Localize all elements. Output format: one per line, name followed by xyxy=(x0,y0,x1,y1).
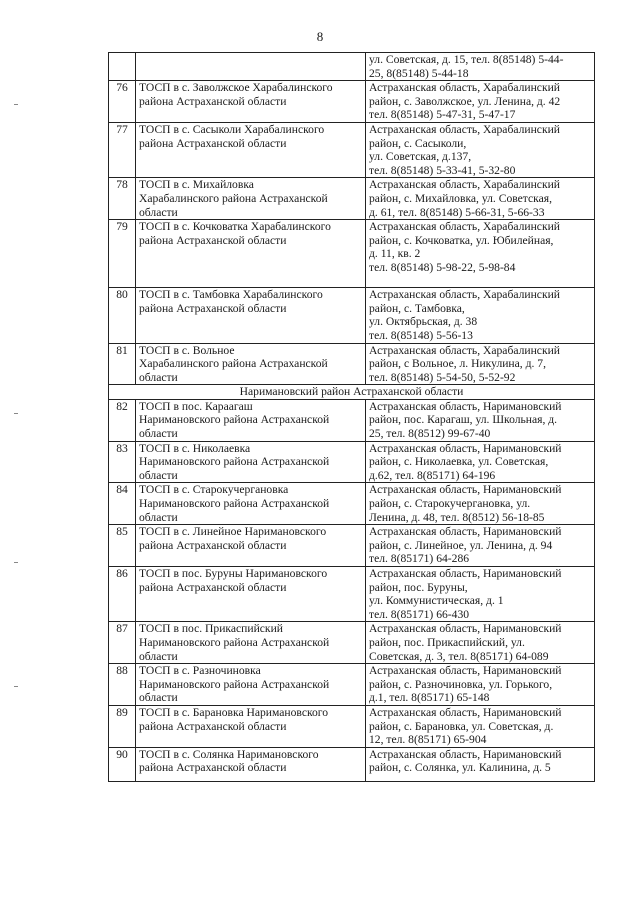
name-line: ТОСП в с. Вольное xyxy=(139,343,235,357)
address-line: ул. Советская, д.137, xyxy=(369,150,472,164)
table-row xyxy=(109,122,595,177)
address-line: Ленина, д. 48, тел. 8(8512) 56-18-85 xyxy=(369,510,545,524)
address-line: тел. 8(85148) 5-56-13 xyxy=(369,328,473,342)
row-number: 77 xyxy=(109,122,136,177)
office-name xyxy=(136,220,366,288)
name-line: ТОСП в пос. Прикаспийский xyxy=(139,622,283,636)
address-line: район, с. Барановка, ул. Советская, д. xyxy=(369,719,554,733)
address-line: д.62, тел. 8(85171) 64-196 xyxy=(369,468,496,482)
row-number xyxy=(109,53,136,81)
name-line: района Астраханской области xyxy=(139,580,287,594)
address-line: 25, тел. 8(8512) 99-67-40 xyxy=(369,427,491,441)
address-line: Астраханская область, Харабалинский xyxy=(369,220,560,234)
address-line: д. 61, тел. 8(85148) 5-66-31, 5-66-33 xyxy=(369,205,545,219)
table-row xyxy=(109,399,595,441)
address-line: 12, тел. 8(85171) 65-904 xyxy=(369,733,487,747)
address-line: Астраханская область, Наримановский xyxy=(369,705,562,719)
row-number: 82 xyxy=(109,399,136,441)
row-number: 87 xyxy=(109,622,136,664)
row-number: 88 xyxy=(109,664,136,706)
name-line: Наримановского района Астраханской xyxy=(139,497,330,511)
address-line: д.1, тел. 8(85171) 65-148 xyxy=(369,691,490,705)
table-row xyxy=(109,220,595,288)
address-line: Астраханская область, Наримановский xyxy=(369,747,562,761)
office-name xyxy=(136,399,366,441)
address-line: Астраханская область, Наримановский xyxy=(369,483,562,497)
office-name xyxy=(136,53,366,81)
address-line: Астраханская область, Харабалинский xyxy=(369,343,560,357)
scan-edge-mark xyxy=(14,686,18,687)
section-header-row xyxy=(109,385,595,400)
office-address xyxy=(366,441,595,483)
scan-edge-mark xyxy=(14,104,18,105)
address-line: Астраханская область, Харабалинский xyxy=(369,288,560,302)
office-name xyxy=(136,622,366,664)
office-name xyxy=(136,288,366,343)
name-line: области xyxy=(139,510,178,524)
name-line: области xyxy=(139,370,178,384)
name-line: ТОСП в пос. Караагаш xyxy=(139,399,253,413)
office-name xyxy=(136,747,366,781)
name-line: ТОСП в с. Старокучергановка xyxy=(139,483,289,497)
name-line: ТОСП в с. Солянка Наримановского xyxy=(139,747,319,761)
address-line: район, с. Кочковатка, ул. Юбилейная, xyxy=(369,233,554,247)
table-row xyxy=(109,483,595,525)
address-line: район, с. Старокучергановка, ул. xyxy=(369,497,531,511)
address-line: район, с Вольное, л. Никулина, д. 7, xyxy=(369,357,546,371)
office-address xyxy=(366,567,595,622)
continuation-row xyxy=(109,53,595,81)
name-line: ТОСП в с. Николаевка xyxy=(139,441,251,455)
address-line: Советская, д. 3, тел. 8(85171) 64-089 xyxy=(369,649,549,663)
office-name xyxy=(136,664,366,706)
name-line: ТОСП в с. Сасыколи Харабалинского xyxy=(139,122,325,136)
address-line: д. 11, кв. 2 xyxy=(369,247,421,261)
table-row xyxy=(109,664,595,706)
name-line: Харабалинского района Астраханской xyxy=(139,191,328,205)
office-address xyxy=(366,747,595,781)
row-number: 79 xyxy=(109,220,136,288)
office-name xyxy=(136,441,366,483)
address-line: тел. 8(85148) 5-33-41, 5-32-80 xyxy=(369,163,516,177)
name-line: области xyxy=(139,468,178,482)
address-line: район, с. Тамбовка, xyxy=(369,301,465,315)
name-line: района Астраханской области xyxy=(139,136,287,150)
office-address xyxy=(366,399,595,441)
address-line: район, с. Разночиновка, ул. Горького, xyxy=(369,677,553,691)
name-line: ТОСП в с. Тамбовка Харабалинского xyxy=(139,288,323,302)
row-number: 81 xyxy=(109,343,136,385)
office-address xyxy=(366,178,595,220)
office-name xyxy=(136,343,366,385)
name-line: Харабалинского района Астраханской xyxy=(139,357,328,371)
address-line: район, с. Михайловка, ул. Советская, xyxy=(369,191,552,205)
address-line: тел. 8(85148) 5-54-50, 5-52-92 xyxy=(369,370,516,384)
name-line: ТОСП в с. Кочковатка Харабалинского xyxy=(139,220,331,234)
office-name xyxy=(136,122,366,177)
name-line: ТОСП в с. Разночиновка xyxy=(139,664,261,678)
row-number: 86 xyxy=(109,567,136,622)
name-line: области xyxy=(139,691,178,705)
office-name xyxy=(136,705,366,747)
office-name xyxy=(136,483,366,525)
address-line: район, с. Линейное, ул. Ленина, д. 94 xyxy=(369,538,553,552)
name-line: района Астраханской области xyxy=(139,94,287,108)
office-address xyxy=(366,53,595,81)
address-line: район, пос. Буруны, xyxy=(369,580,468,594)
office-name xyxy=(136,567,366,622)
address-line: район, с. Сасыколи, xyxy=(369,136,467,150)
address-line: Астраханская область, Наримановский xyxy=(369,399,562,413)
name-line: области xyxy=(139,427,178,441)
address-line: ул. Коммунистическая, д. 1 xyxy=(369,594,504,608)
row-number: 80 xyxy=(109,288,136,343)
row-number: 89 xyxy=(109,705,136,747)
office-name xyxy=(136,525,366,567)
table-row xyxy=(109,567,595,622)
name-line: Наримановского района Астраханской xyxy=(139,455,330,469)
name-line: района Астраханской области xyxy=(139,538,287,552)
address-line: Астраханская область, Наримановский xyxy=(369,567,562,580)
scan-edge-mark xyxy=(14,562,18,563)
table-row xyxy=(109,343,595,385)
office-address xyxy=(366,288,595,343)
address-line: тел. 8(85171) 66-430 xyxy=(369,607,470,621)
address-line: ул. Советская, д. 15, тел. 8(85148) 5-44- xyxy=(369,53,564,66)
table-row xyxy=(109,178,595,220)
address-line: Астраханская область, Харабалинский xyxy=(369,178,560,192)
address-line: Астраханская область, Наримановский xyxy=(369,441,562,455)
address-line: Астраханская область, Харабалинский xyxy=(369,122,560,136)
name-line: района Астраханской области xyxy=(139,761,287,775)
office-name xyxy=(136,81,366,123)
table-row xyxy=(109,622,595,664)
name-line: района Астраханской области xyxy=(139,719,287,733)
name-line: района Астраханской области xyxy=(139,233,287,247)
name-line: ТОСП в пос. Буруны Наримановского xyxy=(139,567,328,580)
name-line: ТОСП в с. Михайловка xyxy=(139,178,254,192)
office-address xyxy=(366,122,595,177)
registry-table xyxy=(108,52,595,782)
name-line: Наримановского района Астраханской xyxy=(139,635,330,649)
row-number: 90 xyxy=(109,747,136,781)
table-row xyxy=(109,441,595,483)
table-row xyxy=(109,525,595,567)
address-line: Астраханская область, Харабалинский xyxy=(369,81,560,95)
address-line: ул. Октябрьская, д. 38 xyxy=(369,315,478,329)
row-number: 83 xyxy=(109,441,136,483)
section-title: Наримановский район Астраханской области xyxy=(109,385,595,400)
address-line: район, пос. Карагаш, ул. Школьная, д. xyxy=(369,413,558,427)
address-line: тел. 8(85171) 64-286 xyxy=(369,552,470,566)
name-line: ТОСП в с. Барановка Наримановского xyxy=(139,705,329,719)
name-line: ТОСП в с. Заволжское Харабалинского xyxy=(139,81,333,95)
row-number: 85 xyxy=(109,525,136,567)
name-line: района Астраханской области xyxy=(139,301,287,315)
address-line: Астраханская область, Наримановский xyxy=(369,525,562,539)
table-row xyxy=(109,705,595,747)
page-number: 8 xyxy=(316,29,324,44)
registry-table-body xyxy=(109,53,595,782)
table-row xyxy=(109,81,595,123)
address-line: район, с. Солянка, ул. Калинина, д. 5 xyxy=(369,761,551,775)
office-name xyxy=(136,178,366,220)
table-row xyxy=(109,288,595,343)
scan-edge-mark xyxy=(14,413,18,414)
address-line: район, с. Николаевка, ул. Советская, xyxy=(369,455,549,469)
name-line: Наримановского района Астраханской xyxy=(139,677,330,691)
name-line: области xyxy=(139,205,178,219)
office-address xyxy=(366,525,595,567)
office-address xyxy=(366,664,595,706)
row-number: 76 xyxy=(109,81,136,123)
address-line: тел. 8(85148) 5-98-22, 5-98-84 xyxy=(369,260,516,274)
name-line: ТОСП в с. Линейное Наримановского xyxy=(139,525,327,539)
address-line: Астраханская область, Наримановский xyxy=(369,664,562,678)
address-line: 25, 8(85148) 5-44-18 xyxy=(369,66,469,80)
row-number: 78 xyxy=(109,178,136,220)
office-address xyxy=(366,343,595,385)
name-line: Наримановского района Астраханской xyxy=(139,413,330,427)
office-address xyxy=(366,483,595,525)
address-line: тел. 8(85148) 5-47-31, 5-47-17 xyxy=(369,108,516,122)
office-address xyxy=(366,622,595,664)
name-line: области xyxy=(139,649,178,663)
table-row xyxy=(109,747,595,781)
office-address xyxy=(366,220,595,288)
row-number: 84 xyxy=(109,483,136,525)
address-line: район, с. Заволжское, ул. Ленина, д. 42 xyxy=(369,94,561,108)
address-line: Астраханская область, Наримановский xyxy=(369,622,562,636)
address-line: район, пос. Прикаспийский, ул. xyxy=(369,635,525,649)
office-address xyxy=(366,81,595,123)
office-address xyxy=(366,705,595,747)
